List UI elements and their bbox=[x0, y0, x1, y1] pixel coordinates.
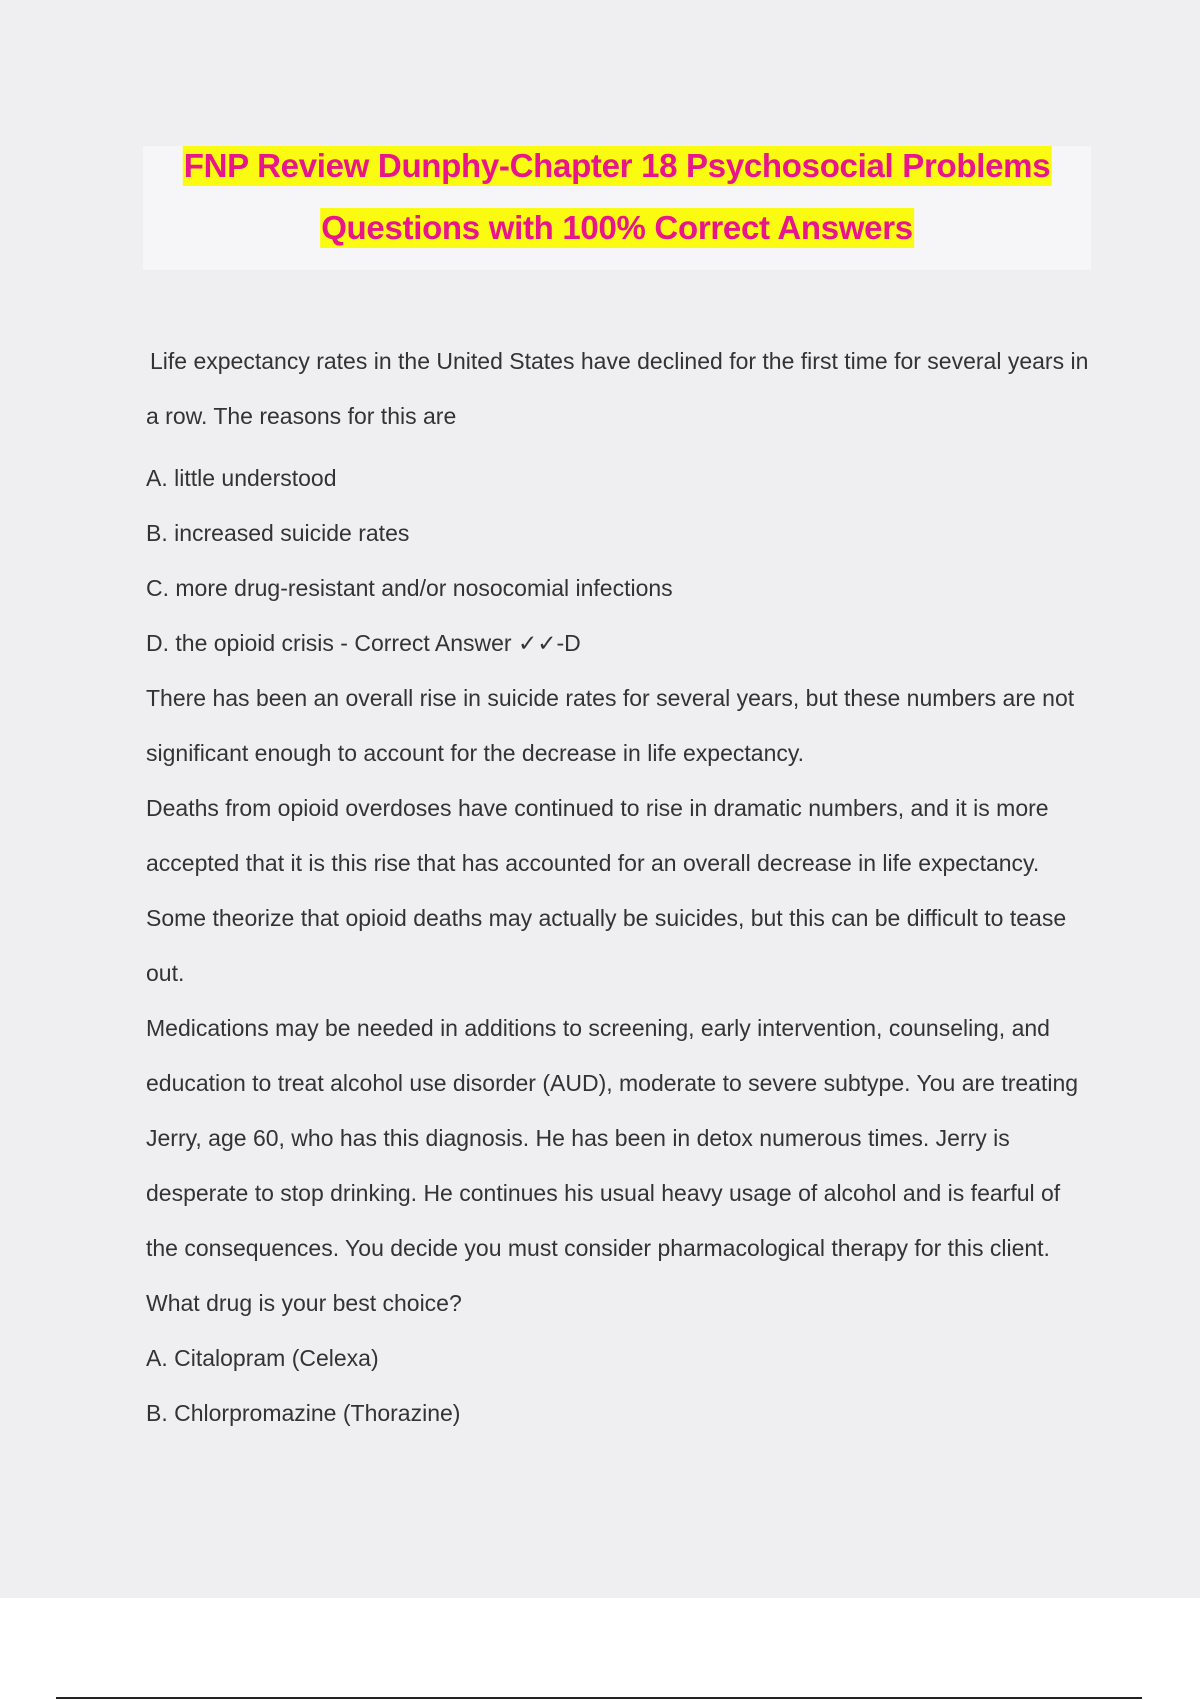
question-1-option-c: C. more drug-resistant and/or nosocomial infections bbox=[146, 575, 673, 601]
question-1-option-b: B. increased suicide rates bbox=[146, 520, 410, 546]
document-title-line-2: Questions with 100% Correct Answers bbox=[321, 209, 913, 246]
question-2-text: Medications may be needed in additions to screening, early intervention, counseling, and education to treat alcohol use disorder (AUD), moderate to severe subtype. You are treating Jerry, age 60, who has this diagnosis. He has been in detox numerous times. Jerry is desperate to stop drinking. He continues his usual heavy usage of alcohol and is fearful of the consequences. You decide you must consider pharmacological therapy for this client. What drug is your best choice? bbox=[146, 1015, 1079, 1316]
document-body bbox=[146, 334, 1096, 1441]
question-2-option-a: A. Citalopram (Celexa) bbox=[146, 1345, 379, 1371]
question-1-option-a: A. little understood bbox=[146, 465, 337, 491]
document-title-line-1: FNP Review Dunphy-Chapter 18 Psychosocial Problems bbox=[183, 147, 1051, 184]
question-1-text: Life expectancy rates in the United States have declined for the first time for several years in a row. The reasons for this are bbox=[146, 348, 1089, 429]
footer-divider bbox=[56, 1697, 1142, 1699]
question-1-explanation-2: Deaths from opioid overdoses have continued to rise in dramatic numbers, and it is more accepted that it is this rise that has accounted for an overall decrease in life expectancy. Some theorize that opioid deaths may actually be suicides, but this can be difficult to tease out. bbox=[146, 795, 1067, 986]
question-1-option-d-answer: D. the opioid crisis - Correct Answer ✓✓-D bbox=[146, 630, 581, 656]
title-block bbox=[143, 146, 1091, 270]
question-1-explanation-1: There has been an overall rise in suicide rates for several years, but these numbers are not significant enough to account for the decrease in life expectancy. bbox=[146, 685, 1075, 766]
question-2-option-b: B. Chlorpromazine (Thorazine) bbox=[146, 1400, 461, 1426]
